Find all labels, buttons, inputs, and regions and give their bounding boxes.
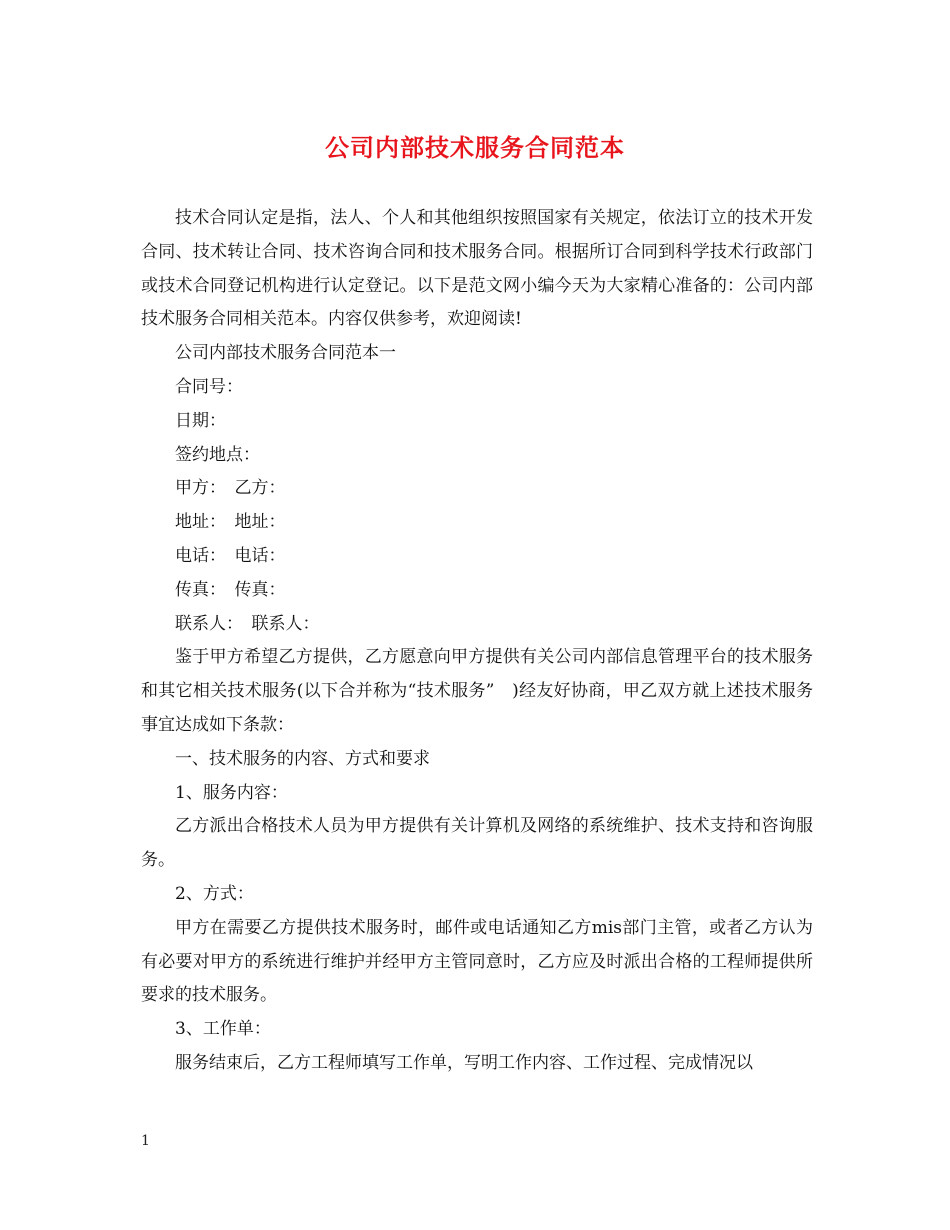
paragraph-address: 地址： 地址： bbox=[175, 512, 286, 533]
paragraph-service-content-heading: 1、服务内容： bbox=[175, 782, 288, 803]
paragraph-parties: 甲方： 乙方： bbox=[175, 478, 286, 499]
paragraph-section-heading: 公司内部技术服务合同范本一 bbox=[175, 343, 396, 364]
paragraph-intro: 技术合同认定是指，法人、个人和其他组织按照国家有关规定，依法订立的技术开发合同、技术转让合同、技术咨询合同和技术服务合同。根据所订合同到科学技术行政部门或技术合同登记机构进行认定登记。以下是范文网小编今天为大家精心准备的：公司内部技术服务合同相关范本。内容仅供参考，欢迎阅读! bbox=[141, 208, 813, 330]
paragraph-service-content: 乙方派出合格技术人员为甲方提供有关计算机及网络的系统维护、技术支持和咨询服务。 bbox=[141, 816, 813, 871]
paragraph-date: 日期： bbox=[175, 410, 226, 431]
document-title: 公司内部技术服务合同范本 bbox=[325, 133, 625, 162]
document-body bbox=[141, 202, 813, 1081]
paragraph-signing-place: 签约地点： bbox=[175, 444, 260, 465]
paragraph-work-order-heading: 3、工作单： bbox=[175, 1019, 271, 1040]
paragraph-method-heading: 2、方式： bbox=[175, 883, 254, 904]
paragraph-fax: 传真： 传真： bbox=[175, 579, 286, 600]
paragraph-whereas: 鉴于甲方希望乙方提供，乙方愿意向甲方提供有关公司内部信息管理平台的技术服务和其它相关技术服务(以下合并称为“技术服务” )经友好协商，甲乙双方就上述技术服务事宜达成如下条款： bbox=[141, 647, 813, 735]
paragraph-method: 甲方在需要乙方提供技术服务时，邮件或电话通知乙方mis部门主管，或者乙方认为有必要对甲方的系统进行维护并经甲方主管同意时，乙方应及时派出合格的工程师提供所要求的技术服务。 bbox=[141, 917, 813, 1006]
paragraph-phone: 电话： 电话： bbox=[175, 545, 286, 566]
paragraph-contract-number: 合同号： bbox=[175, 376, 243, 397]
page-number: 1 bbox=[141, 1133, 150, 1149]
paragraph-contact: 联系人： 联系人： bbox=[175, 613, 320, 634]
paragraph-work-order: 服务结束后，乙方工程师填写工作单，写明工作内容、工作过程、完成情况以 bbox=[175, 1052, 753, 1073]
paragraph-clause-1-heading: 一、技术服务的内容、方式和要求 bbox=[175, 748, 430, 769]
